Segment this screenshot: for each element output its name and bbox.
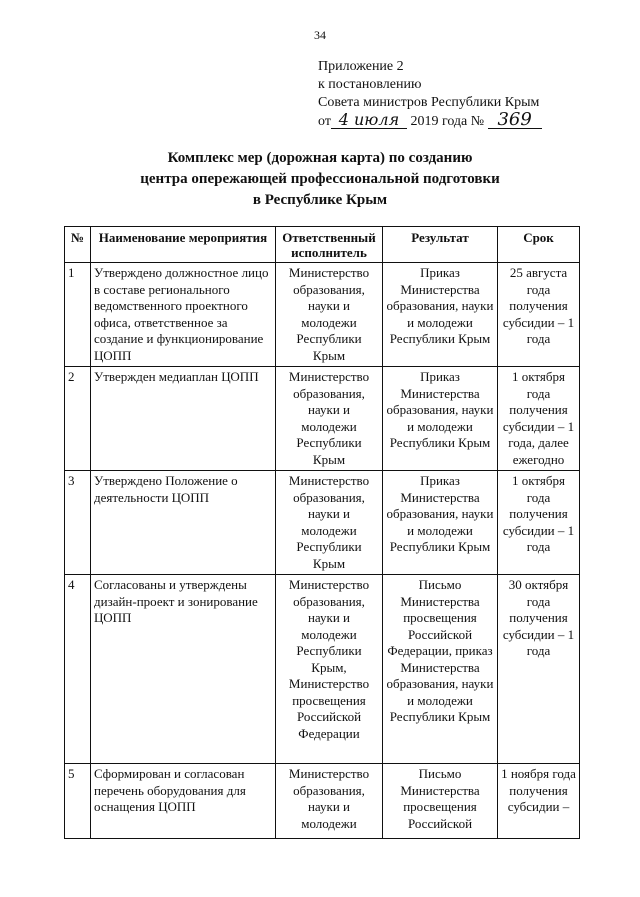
- roadmap-table: [64, 226, 580, 839]
- cell-result: Приказ Министерства образования, науки и молодежи Республики Крым: [383, 263, 498, 367]
- cell-executor: Министерство образования, науки и молодежи Республики Крым: [276, 471, 383, 575]
- table-row: [65, 471, 580, 575]
- cell-executor: Министерство образования, науки и молодежи: [276, 764, 383, 839]
- cell-name: Утверждено должностное лицо в составе регионального ведомственного проектного офиса, ответственное за создание и функционирование ЦОПП: [91, 263, 276, 367]
- cell-deadline: 1 октября года получения субсидии – 1 года: [498, 471, 580, 575]
- cell-num: 3: [65, 471, 91, 575]
- cell-result: Приказ Министерства образования, науки и молодежи Республики Крым: [383, 471, 498, 575]
- header-name: Наименование мероприятия: [91, 227, 276, 263]
- page-number: 34: [314, 28, 326, 42]
- header-executor: Ответственный исполнитель: [276, 227, 383, 263]
- table-row: [65, 575, 580, 764]
- cell-num: 1: [65, 263, 91, 367]
- header-num: №: [65, 227, 91, 263]
- cell-name: Сформирован и согласован перечень оборудования для оснащения ЦОПП: [91, 764, 276, 839]
- document-title: [0, 148, 640, 211]
- header-deadline: Срок: [498, 227, 580, 263]
- handwritten-number: 369: [488, 112, 542, 129]
- appendix-line-2: к постановлению: [318, 77, 422, 92]
- appendix-line-3: Совета министров Республики Крым: [318, 95, 540, 110]
- cell-result: Письмо Министерства просвещения Российской: [383, 764, 498, 839]
- cell-deadline: 1 ноября года получения субсидии –: [498, 764, 580, 839]
- cell-name: Утверждено Положение о деятельности ЦОПП: [91, 471, 276, 575]
- cell-executor: Министерство образования, науки и молодежи Республики Крым: [276, 263, 383, 367]
- header-result: Результат: [383, 227, 498, 263]
- cell-num: 5: [65, 764, 91, 839]
- cell-result: Приказ Министерства образования, науки и молодежи Республики Крым: [383, 367, 498, 471]
- cell-executor: Министерство образования, науки и молодежи Республики Крым, Министерство просвещения Российской Федерации: [276, 575, 383, 764]
- title-line-3: в Республике Крым: [252, 192, 388, 208]
- appendix-block: [318, 58, 542, 131]
- cell-deadline: 1 октября года получения субсидии – 1 года, далее ежегодно: [498, 367, 580, 471]
- handwritten-date: 4 июля: [331, 112, 407, 129]
- table-row: [65, 263, 580, 367]
- year-text: 2019 года №: [410, 114, 485, 129]
- title-line-2: центра опережающей профессиональной подготовки: [140, 171, 500, 187]
- cell-deadline: 30 октября года получения субсидии – 1 года: [498, 575, 580, 764]
- cell-name: Согласованы и утверждены дизайн-проект и зонирование ЦОПП: [91, 575, 276, 764]
- title-line-1: Комплекс мер (дорожная карта) по созданию: [167, 150, 473, 166]
- appendix-date-line: [318, 109, 542, 131]
- table-header-row: [65, 227, 580, 263]
- table-row: [65, 367, 580, 471]
- cell-executor: Министерство образования, науки и молодежи Республики Крым: [276, 367, 383, 471]
- date-prefix: от: [318, 114, 331, 129]
- cell-result: Письмо Министерства просвещения Российской Федерации, приказ Министерства образования, науки и молодежи Республики Крым: [383, 575, 498, 764]
- cell-num: 2: [65, 367, 91, 471]
- appendix-line-1: Приложение 2: [318, 59, 404, 74]
- cell-num: 4: [65, 575, 91, 764]
- cell-name: Утвержден медиаплан ЦОПП: [91, 367, 276, 471]
- cell-deadline: 25 августа года получения субсидии – 1 года: [498, 263, 580, 367]
- table-row: [65, 764, 580, 839]
